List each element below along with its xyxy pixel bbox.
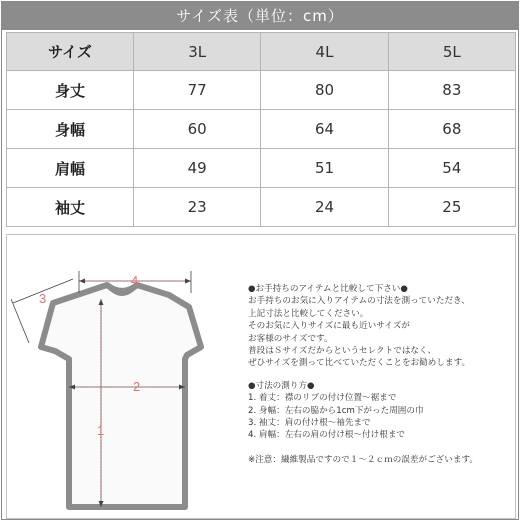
header-size-3l: 3L xyxy=(134,33,261,71)
table-cell: 80 xyxy=(261,71,388,110)
table-cell: 60 xyxy=(134,110,261,149)
label-1: 1 xyxy=(97,423,105,438)
size-chart-panel xyxy=(1,1,519,520)
note-line: お手持ちのお気に入りアイテムの寸法を測っていただき、 xyxy=(248,296,470,307)
measure-item: 4. 肩幅：左右の肩の付け根～付け根まで xyxy=(248,430,406,441)
table-row xyxy=(7,110,516,149)
table-header-row xyxy=(7,33,516,71)
size-chart-title: サイズ表（単位：cm） xyxy=(2,2,518,30)
measure-item: 3. 袖丈：肩の付け根～袖先まで xyxy=(248,418,371,429)
row-label-length: 身丈 xyxy=(7,71,134,110)
table-cell: 51 xyxy=(261,149,388,188)
table-row xyxy=(7,71,516,110)
tshirt-outline-icon xyxy=(41,285,201,507)
label-2: 2 xyxy=(133,379,141,394)
table-cell: 64 xyxy=(261,110,388,149)
table-row xyxy=(7,188,516,227)
measure-heading: ●寸法の測り方● xyxy=(248,380,315,391)
label-4: 4 xyxy=(131,273,139,288)
note-line: ぜひサイズを測って比べていただくことをお勧めします。 xyxy=(248,358,471,369)
measurement-guide xyxy=(6,234,516,519)
table-cell: 24 xyxy=(261,188,388,227)
header-size-5l: 5L xyxy=(388,33,515,71)
measure-item: 2. 身幅：左右の脇から1cm下がった周囲の巾 xyxy=(248,405,424,416)
header-size-label: サイズ xyxy=(7,33,134,71)
row-label-shoulder: 肩幅 xyxy=(7,149,134,188)
table-cell: 77 xyxy=(134,71,261,110)
table-cell: 23 xyxy=(134,188,261,227)
row-label-sleeve: 袖丈 xyxy=(7,188,134,227)
caution-note: ※注意：繊維製品ですので１～２ｃｍの誤差がございます。 xyxy=(248,454,478,465)
tshirt-measurement-diagram xyxy=(11,263,231,513)
table-cell: 25 xyxy=(388,188,515,227)
measure-item: 1. 着丈：襟のリブの付け位置～裾まで xyxy=(248,393,397,404)
label-3: 3 xyxy=(39,291,47,306)
note-line: お客様のサイズです。 xyxy=(248,333,333,344)
table-row xyxy=(7,149,516,188)
table-cell: 49 xyxy=(134,149,261,188)
note-line: そのお気に入りサイズに最も近いサイズが xyxy=(248,321,410,332)
size-table xyxy=(6,32,516,227)
table-cell: 83 xyxy=(388,71,515,110)
row-label-width: 身幅 xyxy=(7,110,134,149)
header-size-4l: 4L xyxy=(261,33,388,71)
note-line: 上記寸法と比較してください。 xyxy=(248,308,369,319)
size-notes xyxy=(248,283,513,466)
table-cell: 68 xyxy=(388,110,515,149)
note-line: 普段はＳサイズだからというセレクトではなく、 xyxy=(248,346,437,357)
compare-heading: ●お手持ちのアイテムと比較して下さい● xyxy=(248,284,408,294)
table-cell: 54 xyxy=(388,149,515,188)
